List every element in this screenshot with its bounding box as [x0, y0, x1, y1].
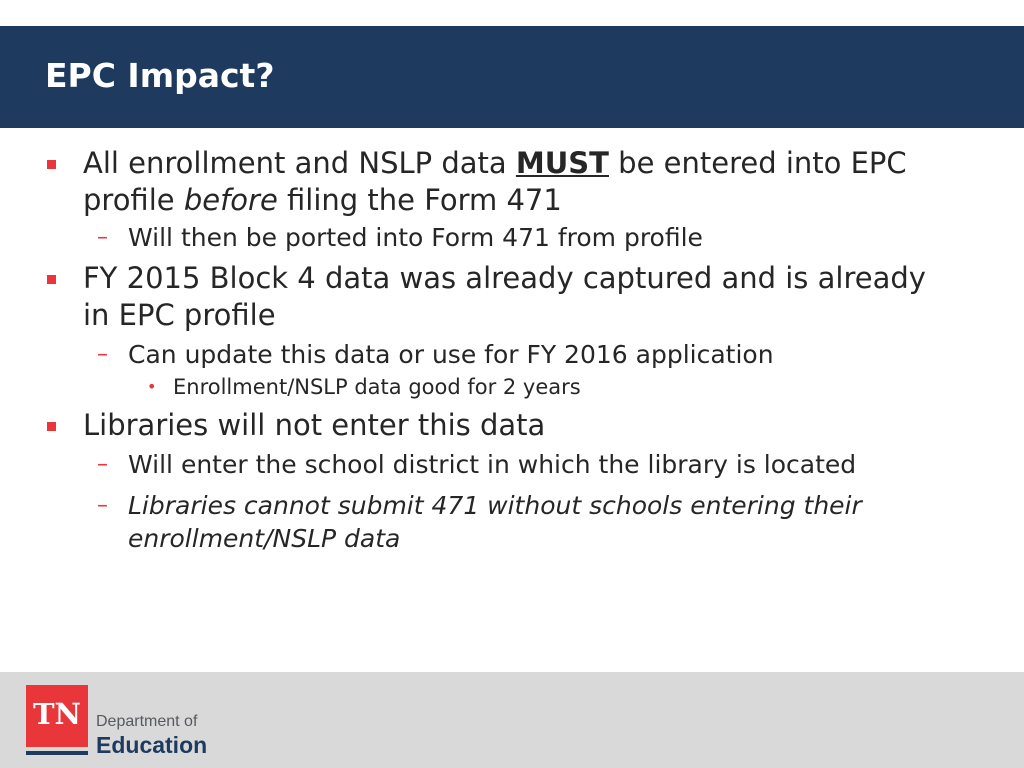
sub-bullet-update-data	[0, 338, 1024, 371]
bullet-libraries	[0, 407, 1024, 444]
dash-bullet-icon: –	[97, 342, 108, 367]
bullet-fy2015-block4	[0, 260, 1024, 334]
slide-title: EPC Impact?	[45, 56, 275, 95]
education-label: Education	[96, 732, 208, 758]
bullet-enrollment-must	[0, 145, 1024, 219]
logo-underline	[26, 751, 88, 755]
bullet-text: FY 2015 Block 4 data was already captured and is already in EPC profile	[83, 261, 926, 332]
sub-bullet-text: Will enter the school district in which the library is located	[128, 450, 857, 479]
bullet-text-post: filing the Form 471	[277, 183, 562, 217]
dash-bullet-icon: –	[97, 225, 108, 250]
sub-bullet-ported	[0, 221, 1024, 254]
sub-bullet-school-district	[0, 448, 1024, 481]
sub-bullet-text: Will then be ported into Form 471 from profile	[128, 223, 703, 252]
sub-sub-bullet-good-for-2-years	[0, 373, 1024, 401]
tn-logo-text: TN	[32, 697, 82, 731]
dot-bullet-icon: •	[147, 377, 157, 396]
bullet-text-mid: be entered into EPC profile	[83, 146, 907, 217]
dash-bullet-icon: –	[97, 493, 108, 518]
dash-bullet-icon: –	[97, 452, 108, 477]
sub-bullet-text: Libraries cannot submit 471 without schools entering their enrollment/NSLP data	[128, 491, 862, 553]
bullet-emphasis-before: before	[183, 183, 278, 217]
sub-bullet-text: Can update this data or use for FY 2016 application	[128, 340, 774, 369]
tn-logo	[26, 685, 88, 747]
slide-body	[0, 145, 1024, 555]
square-bullet-icon	[47, 160, 56, 169]
bullet-text-pre: All enrollment and NSLP data	[83, 146, 516, 180]
square-bullet-icon	[47, 275, 56, 284]
square-bullet-icon	[47, 422, 56, 431]
department-of-label: Department of	[96, 713, 198, 730]
bullet-text: Libraries will not enter this data	[83, 408, 546, 442]
sub-bullet-cannot-submit	[0, 489, 1024, 555]
bullet-emphasis-must: MUST	[515, 146, 609, 180]
sub-sub-bullet-text: Enrollment/NSLP data good for 2 years	[173, 375, 581, 399]
